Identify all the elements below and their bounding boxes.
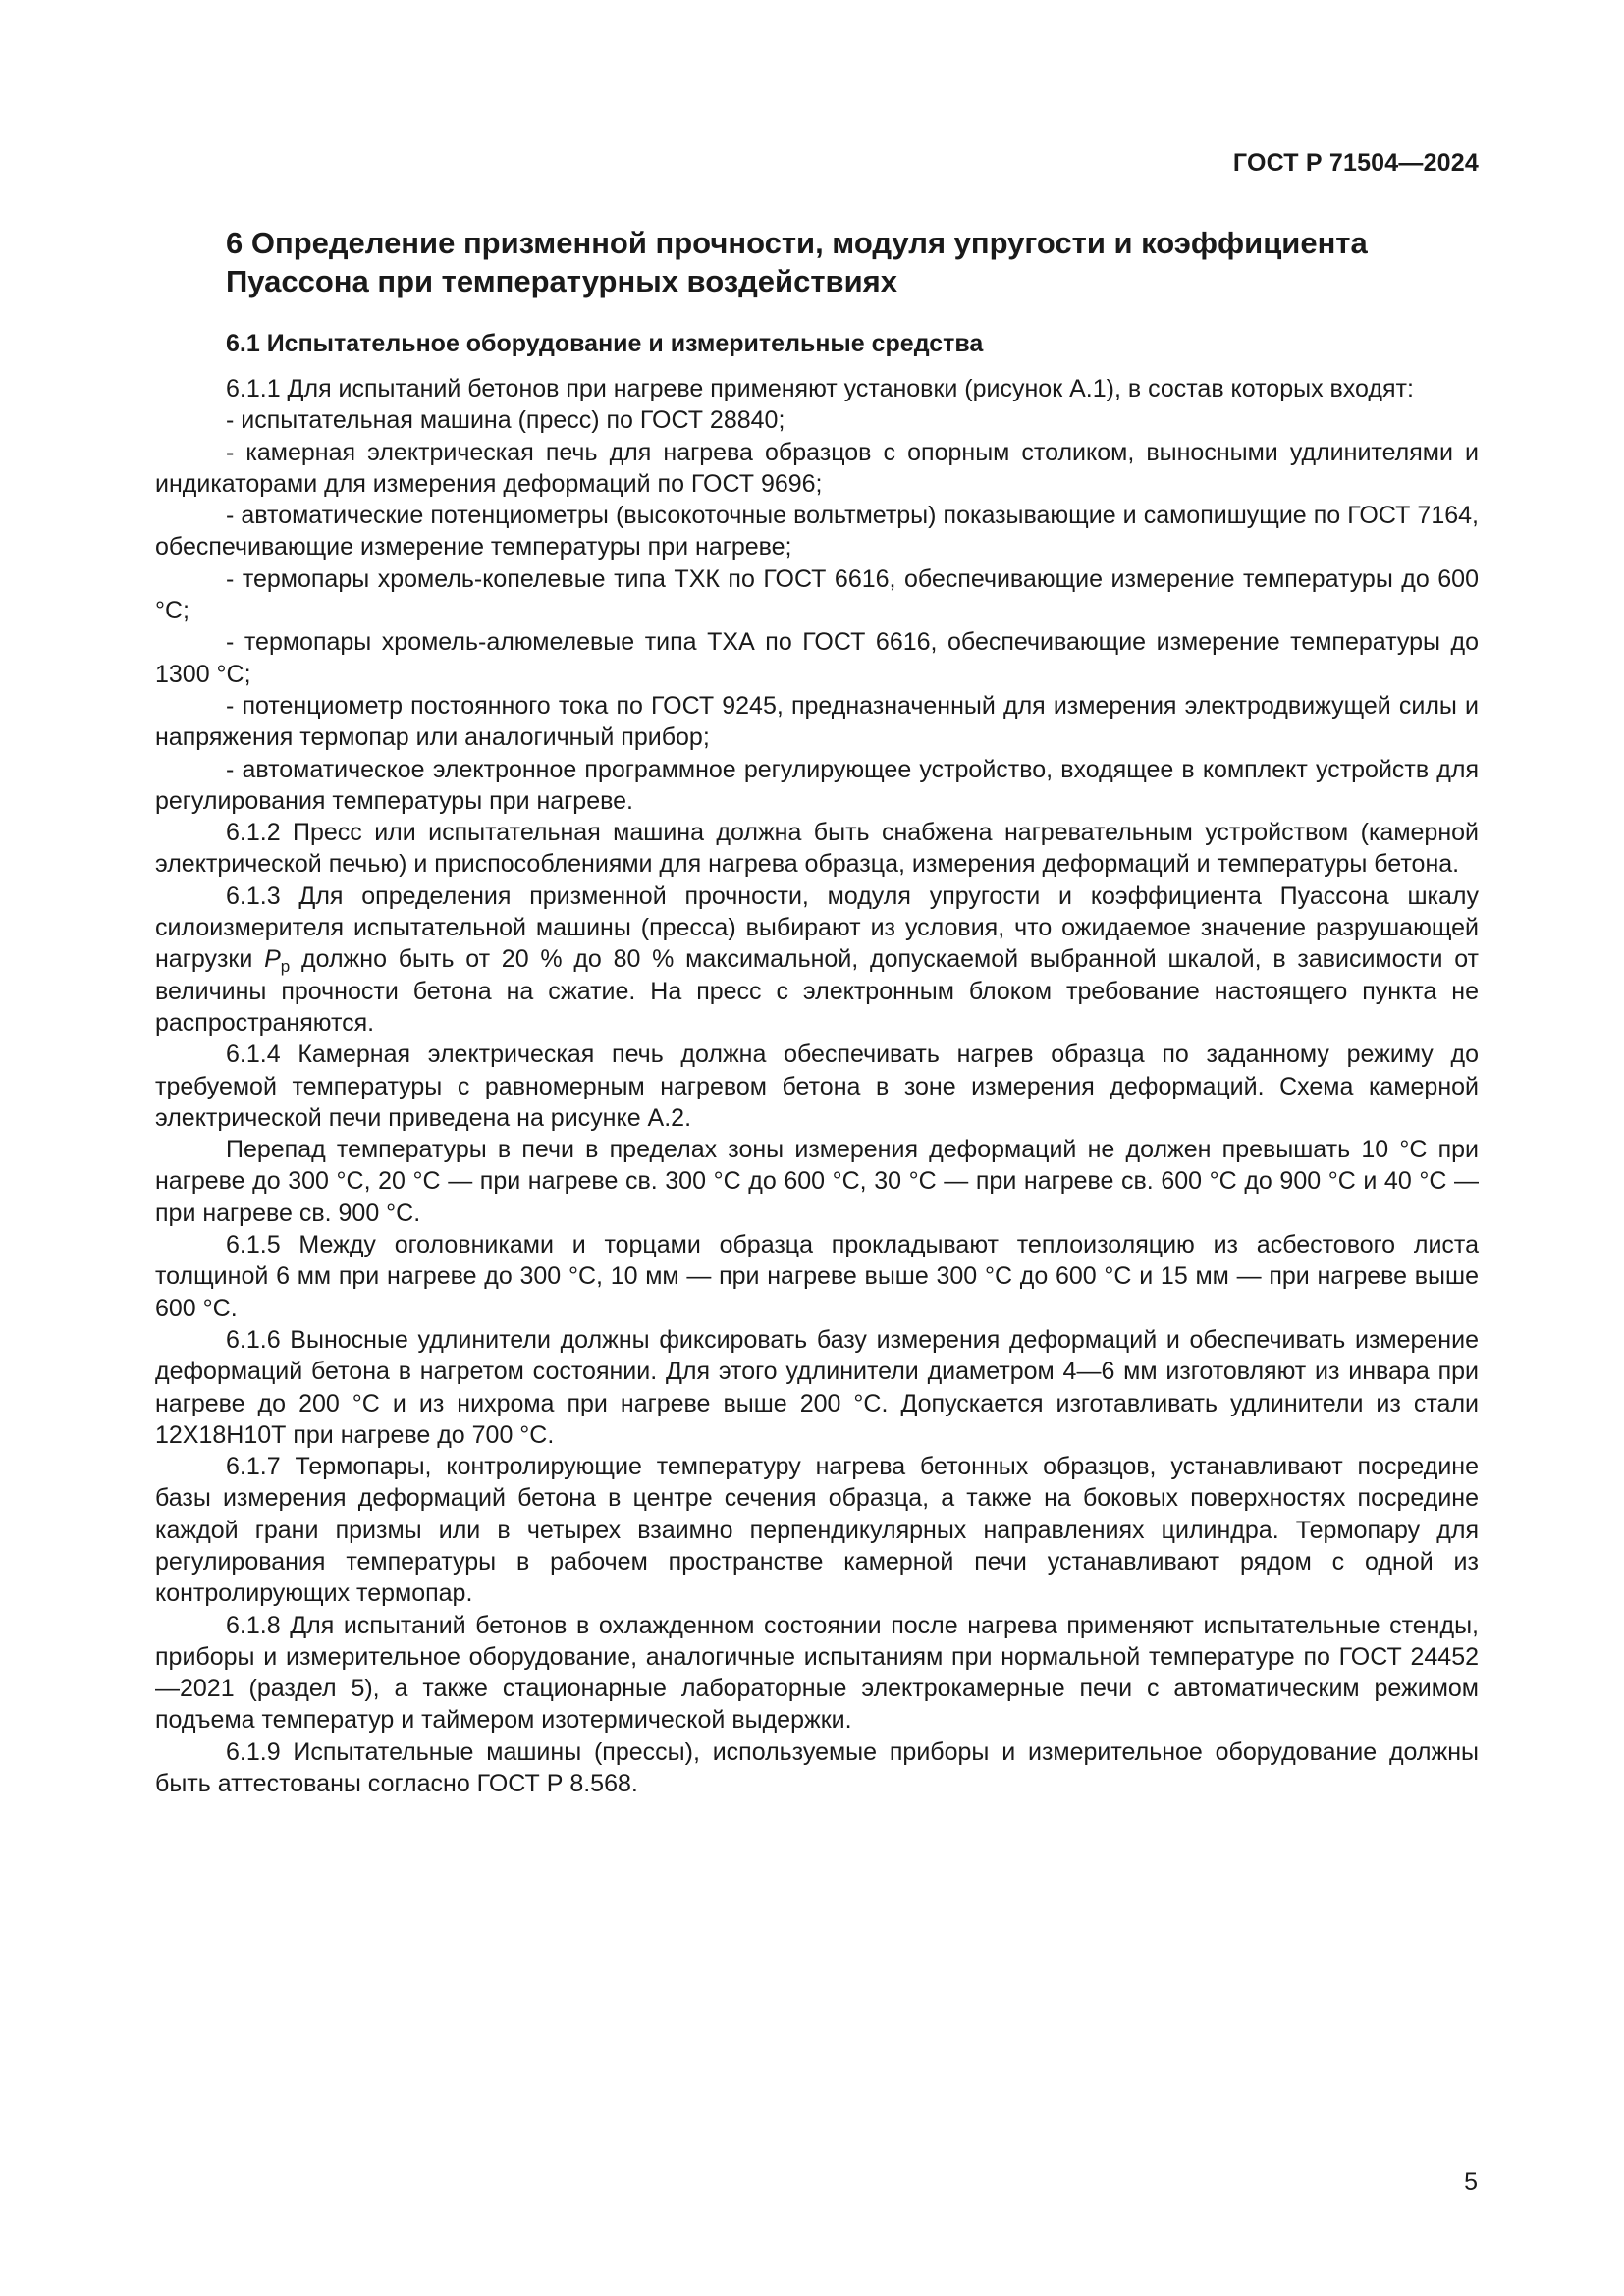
list-item: - термопары хромель-алюмелевые типа ТХА по ГОСТ 6616, обеспечивающие измерение температуры до 1300 °С; [155,628,1479,688]
paragraph-6-1-4: 6.1.4 Камерная электрическая печь должна обеспечивать нагрев образца по заданному режиму до требуемой температуры с равномерным нагревом бетона в зоне измерения деформаций. Схема камерной электрической печи приведена на рисунке А.2. [155,1041,1479,1132]
page-content [155,224,1479,1799]
paragraph-6-1-3-end: должно быть от 20 % до 80 % максимальной, допускаемой выбранной шкалой, в зависимости от величины прочности бетона на сжатие. На пресс с электронным блоком требование настоящего пункта не распространяются. [155,945,1479,1037]
section-title-line2: Пуассона при температурных воздействиях [226,264,897,298]
document-code: ГОСТ Р 71504—2024 [1232,149,1479,177]
section-title [226,224,1479,300]
paragraph-6-1-3-start: 6.1.3 Для определения призменной прочности, модуля упругости и коэффициента Пуассона шкалу силоизмерителя испытательной машины (пресса) выбирают из условия, что ожидаемое значение разрушающей нагрузки [155,881,1479,974]
paragraph-6-1-3 [155,881,1479,1039]
page-number: 5 [1464,2168,1478,2196]
paragraph-6-1-1: 6.1.1 Для испытаний бетонов при нагреве применяют установки (рисунок А.1), в состав которых входят: [226,375,1414,402]
load-subscript: р [280,957,291,977]
section-title-line1: 6 Определение призменной прочности, модуля упругости и коэффициента [226,226,1368,260]
list-item: - термопары хромель-копелевые типа ТХК по ГОСТ 6616, обеспечивающие измерение температуры до 600 °С; [155,564,1479,625]
list-item: - камерная электрическая печь для нагрева образцов с опорным столиком, выносными удлинителями и индикаторами для измерения деформаций по ГОСТ 9696; [155,438,1479,498]
list-item: - автоматическое электронное программное регулирующее устройство, входящее в комплект устройств для регулирования температуры при нагреве. [155,755,1479,815]
list-item: - испытательная машина (пресс) по ГОСТ 28840; [226,406,785,435]
paragraph-6-1-4-continued: Перепад температуры в печи в пределах зоны измерения деформаций не должен превышать 10 °С при нагреве до 300 °С, 20 °С — при нагреве св. 300 °С до 600 °С, 30 °С — при нагреве св. 600 °С до 900 °С и 40 °С — при нагреве св. 900 °С. [155,1136,1479,1227]
paragraph-6-1-2: 6.1.2 Пресс или испытательная машина должна быть снабжена нагревательным устройством (камерной электрической печью) и приспособлениями для нагрева образца, измерения деформаций и температуры бетона. [155,819,1479,879]
paragraph-6-1-5: 6.1.5 Между оголовниками и торцами образца прокладывают теплоизоляцию из асбестового листа толщиной 6 мм при нагреве до 300 °С, 10 мм — при нагреве выше 300 °С до 600 °С и 15 мм — при нагреве выше 600 °С. [155,1231,1479,1322]
load-variable: P [264,945,281,974]
subsection-title: 6.1 Испытательное оборудование и измерительные средства [226,330,984,357]
list-item: - потенциометр постоянного тока по ГОСТ 9245, предназначенный для измерения электродвижущей силы и напряжения термопар или аналогичный прибор; [155,691,1479,752]
paragraph-6-1-6: 6.1.6 Выносные удлинители должны фиксировать базу измерения деформаций и обеспечивать измерение деформаций бетона в нагретом состоянии. Для этого удлинители диаметром 4—6 мм изготовляют из инвара при нагреве до 200 °С и из нихрома при нагреве выше 200 °С. Допускается изготавливать удлинители из стали 12Х18Н10Т при нагреве до 700 °С. [155,1325,1479,1449]
paragraph-6-1-9: 6.1.9 Испытательные машины (прессы), используемые приборы и измерительное оборудование должны быть аттестованы согласно ГОСТ Р 8.568. [155,1737,1479,1798]
paragraph-6-1-8: 6.1.8 Для испытаний бетонов в охлажденном состоянии после нагрева применяют испытательные стенды, приборы и измерительное оборудование, аналогичные испытаниям при нормальной температуре по ГОСТ 24452—2021 (раздел 5), а также стационарные лабораторные электрокамерные печи с автоматическим режимом подъема температур и таймером изотермической выдержки. [155,1611,1479,1735]
paragraph-6-1-7: 6.1.7 Термопары, контролирующие температуру нагрева бетонных образцов, устанавливают посредине базы измерения деформаций бетона в центре сечения образца, а также на боковых поверхностях посредине каждой грани призмы или в четырех взаимно перпендикулярных направлениях цилиндра. Термопару для регулирования температуры в рабочем пространстве камерной печи устанавливают рядом с одной из контролирующих термопар. [155,1453,1479,1608]
list-item: - автоматические потенциометры (высокоточные вольтметры) показывающие и самопишущие по ГОСТ 7164, обеспечивающие измерение температуры при нагреве; [155,502,1479,561]
